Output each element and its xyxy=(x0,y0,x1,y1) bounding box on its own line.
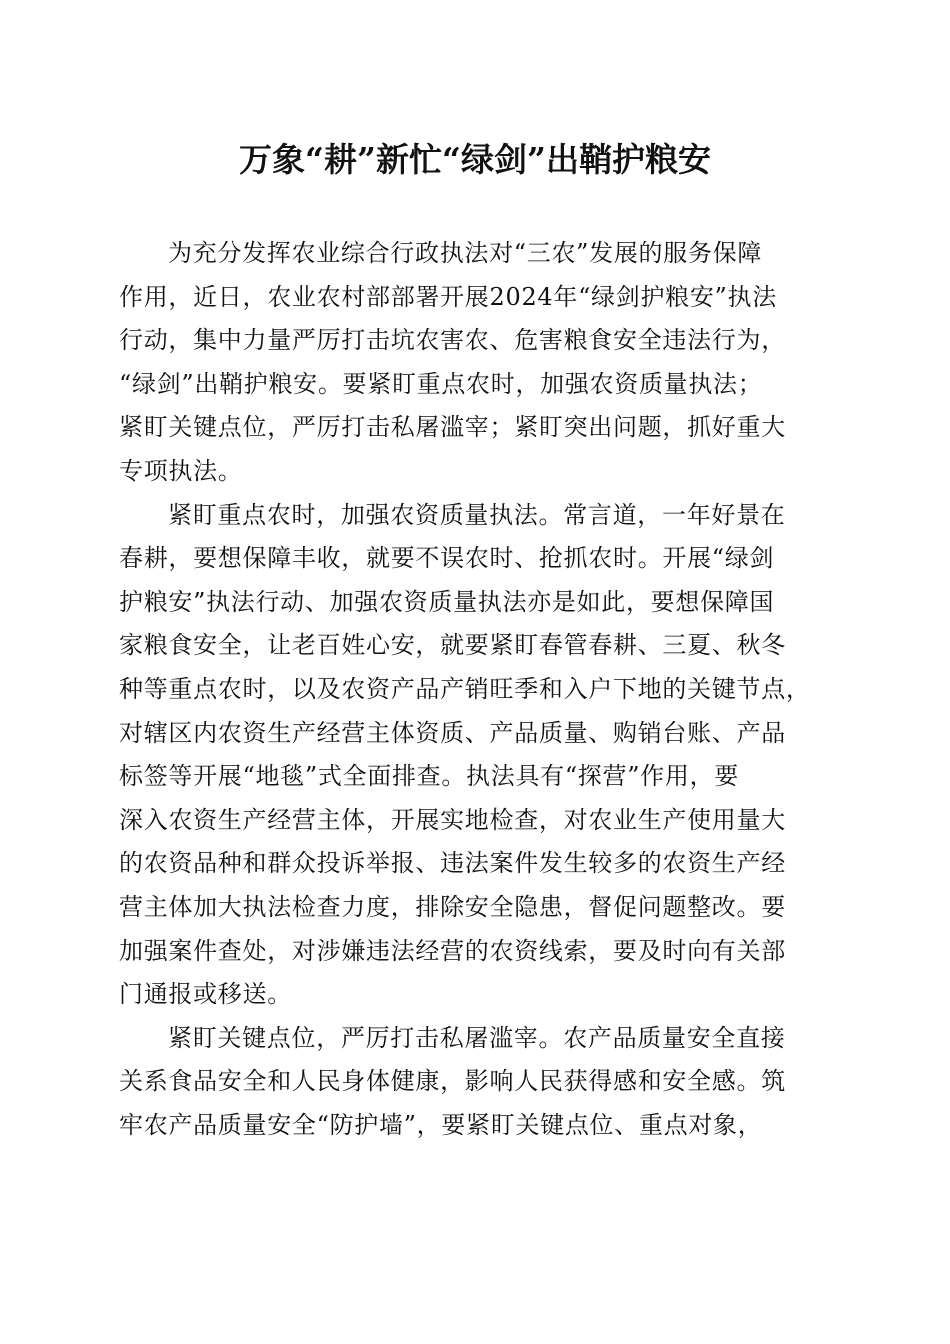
paragraph-2-line-8: 深入农资生产经营主体，开展实地检查，对农业生产使用量大 xyxy=(119,805,786,834)
paragraph-2-line-11: 加强案件查处，对涉嫌违法经营的农资线索，要及时向有关部 xyxy=(119,936,786,965)
paragraph-3-line-2: 关系食品安全和人民身体健康，影响人民获得感和安全感。筑 xyxy=(119,1067,786,1096)
paragraph-1-line-6: 专项执法。 xyxy=(119,456,243,485)
paragraph-2-line-1: 紧盯重点农时，加强农资质量执法。常言道，一年好景在 xyxy=(168,500,786,529)
paragraph-2-line-6: 对辖区内农资生产经营主体资质、产品质量、购销台账、产品 xyxy=(119,718,786,747)
paragraph-1-line-1: 为充分发挥农业综合行政执法对“三农”发展的服务保障 xyxy=(168,239,763,267)
paragraph-2-line-5: 种等重点农时，以及农资产品产销旺季和入户下地的关键节点， xyxy=(119,674,811,703)
paragraph-3-line-1: 紧盯关键点位，严厉打击私屠滥宰。农产品质量安全直接 xyxy=(168,1023,786,1052)
paragraph-1-line-4: “绿剑”出鞘护粮安。要紧盯重点农时，加强农资质量执法； xyxy=(119,369,763,398)
paragraph-1-line-3: 行动，集中力量严厉打击坑农害农、危害粮食安全违法行为， xyxy=(119,326,786,355)
article-body xyxy=(119,232,829,1147)
paragraph-2-line-7: 标签等开展“地毯”式全面排查。执法具有“探营”作用，要 xyxy=(119,762,739,791)
paragraph-3-line-3: 牢农产品质量安全“防护墙”，要紧盯关键点位、重点对象， xyxy=(119,1110,763,1139)
paragraph-2-line-9: 的农资品种和群众投诉举报、违法案件发生较多的农资生产经 xyxy=(119,849,786,878)
article-title: 万象“耕”新忙“绿剑”出鞘护粮安 xyxy=(239,140,711,179)
paragraph-2-line-3: 护粮安”执法行动、加强农资质量执法亦是如此，要想保障国 xyxy=(119,587,775,616)
paragraph-1-line-5: 紧盯关键点位，严厉打击私屠滥宰；紧盯突出问题，抓好重大 xyxy=(119,413,786,442)
paragraph-2-line-4: 家粮食安全，让老百姓心安，就要紧盯春管春耕、三夏、秋冬 xyxy=(119,631,786,660)
paragraph-2-line-2: 春耕，要想保障丰收，就要不误农时、抢抓农时。开展“绿剑 xyxy=(119,544,775,573)
paragraph-2-line-12: 门通报或移送。 xyxy=(119,980,292,1009)
paragraph-1-line-2: 作用，近日，农业农村部部署开展2024年“绿剑护粮安”执法 xyxy=(119,282,777,311)
paragraph-2-line-10: 营主体加大执法检查力度，排除安全隐患，督促问题整改。要 xyxy=(119,892,786,921)
